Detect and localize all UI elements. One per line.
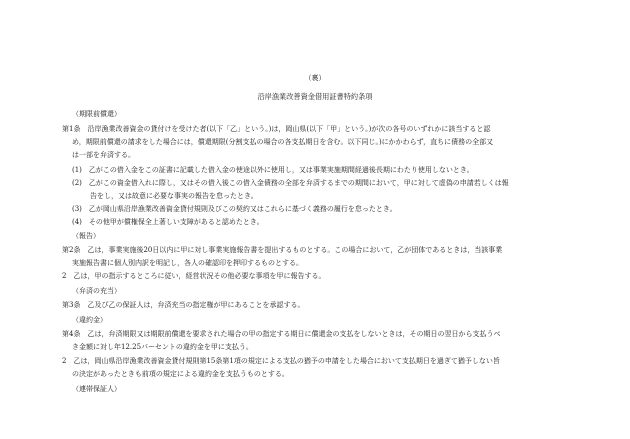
section-heading-allocation: （弁済の充当） — [72, 287, 121, 295]
article-4-line-1: 第4条 乙は，弁済期限又は期限前償還を要求された場合の甲の指定する期日に償還金の支払をしないときは，その期日の翌日から支払うべ — [62, 330, 501, 338]
article-3-line-1: 第3条 乙及び乙の保証人は，弁済充当の指定権が甲にあることを承認する。 — [62, 301, 305, 309]
article-1-item-3: (3) 乙が岡山県沿岸漁業改善資金貸付規則及びこの契約又はこれらに基づく義務の履行を怠ったとき。 — [72, 205, 397, 213]
article-2-paragraph-2: 2 乙は，甲の指示するところに従い，経営状況その他必要な事項を甲に報告する。 — [62, 272, 326, 280]
section-heading-penalty: （違約金） — [72, 316, 107, 324]
article-1-item-2-line-2: 告をし，又は故意に必要な事実の報告を怠ったとき。 — [90, 192, 258, 200]
article-4-paragraph-2-line-1: 2 乙は，岡山県沿岸漁業改善資金貸付規則第15条第1項の規定による支払の猶予の申請をした場合において支払期日を過ぎて猶予しない旨 — [62, 357, 500, 365]
section-heading-early-repayment: （期限前償還） — [72, 110, 121, 118]
article-4-paragraph-2-line-2: の決定があったときも前項の規定による違約金を支払うものとする。 — [72, 370, 289, 378]
article-2-line-1: 第2条 乙は，事業実施後20日以内に甲に対し事業実施報告書を提出するものとする。この場合において，乙が団体であるときは，当該事業 — [62, 246, 503, 254]
document-title: 沿岸漁業改善資金借用証書特約条項 — [257, 92, 373, 101]
article-1-item-2-line-1: (2) 乙がこの資金借入れに際し，又はその借入後この借入金債務の全部を弁済するまでの期間において，甲に対して虚偽の申請若しくは報 — [72, 179, 509, 187]
article-1-line-1: 第1条 沿岸漁業改善資金の貸付けを受けた者(以下「乙」という。)は，岡山県(以下「甲」という。)が次の各号のいずれかに該当すると認 — [62, 125, 491, 133]
page-side-marker: （裏） — [304, 74, 326, 82]
article-1-item-1: (1) 乙がこの借入金をこの証書に記載した借入金の使途以外に使用し，又は事業実施期間経過後長期にわたり使用しないとき。 — [72, 166, 474, 174]
article-1-line-2: め，期限前償還の請求をした場合には，償還期限(分割支払の場合の各支払期日を含む。以下同じ。)にかかわらず，直ちに債務の全部又 — [72, 138, 494, 146]
article-4-line-2: き金額に対し年12.25パーセントの違約金を甲に支払う。 — [72, 343, 253, 351]
section-heading-joint-guarantor: （連帯保証人） — [72, 385, 121, 393]
article-1-line-3: は一部を弁済する。 — [72, 151, 135, 159]
article-1-item-4: (4) その他甲が償権保全上著しい支障があると認めたとき。 — [72, 218, 264, 226]
article-2-line-2: 実施報告書に個人別内訳を明記し，各人の確認印を押印するものとする。 — [72, 259, 303, 267]
section-heading-report: （報告） — [72, 232, 100, 240]
